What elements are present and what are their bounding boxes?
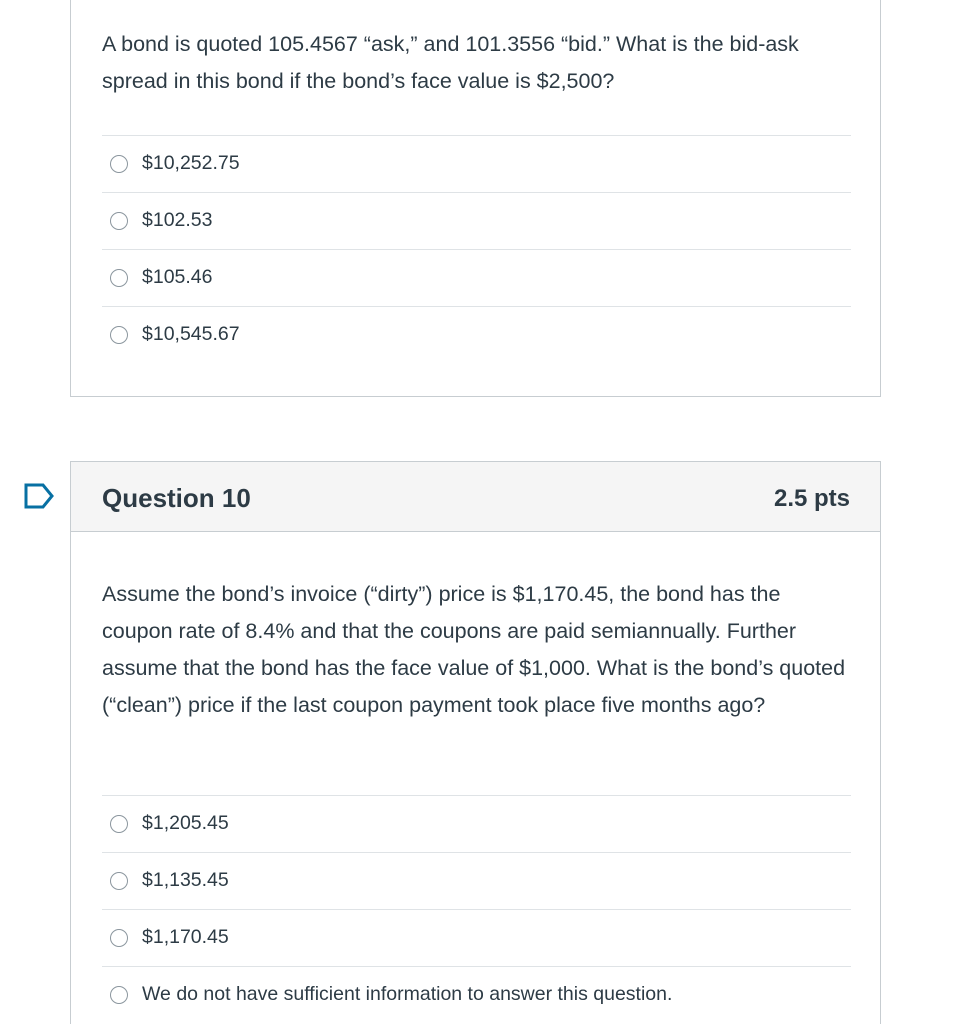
answer-option[interactable] [102, 135, 851, 192]
flag-icon[interactable] [23, 482, 55, 510]
answer-label[interactable]: $1,205.45 [142, 812, 229, 834]
question-10-text: Assume the bond’s invoice (“dirty”) price is $1,170.45, the bond has the coupon rate of 8.4% and that the coupons are paid semiannually. Further assume that the bond has the face value of $1,000. What is the bond’s quoted (“clean”) price if the last coupon payment took place five months ago? [102, 582, 846, 717]
answer-option[interactable] [102, 306, 851, 363]
radio-button[interactable] [110, 212, 128, 230]
answer-option[interactable] [102, 249, 851, 306]
answer-label[interactable]: $10,545.67 [142, 323, 240, 345]
answer-label[interactable]: $10,252.75 [142, 152, 240, 174]
radio-button[interactable] [110, 815, 128, 833]
radio-button[interactable] [110, 269, 128, 287]
question-10-card [70, 461, 881, 1024]
radio-button[interactable] [110, 929, 128, 947]
question-10-answers [102, 795, 851, 1023]
answer-option[interactable] [102, 852, 851, 909]
answer-label[interactable]: $1,135.45 [142, 869, 229, 891]
question-9-text: A bond is quoted 105.4567 “ask,” and 101.3556 “bid.” What is the bid-ask spread in this bond if the bond’s face value is $2,500? [102, 32, 799, 93]
question-9-answers [102, 135, 851, 363]
question-points: 2.5 pts [773, 485, 850, 512]
radio-button[interactable] [110, 155, 128, 173]
radio-button[interactable] [110, 326, 128, 344]
answer-option[interactable] [102, 909, 851, 966]
answer-label[interactable]: We do not have sufficient information to answer this question. [142, 983, 673, 1005]
answer-label[interactable]: $105.46 [142, 266, 213, 288]
radio-button[interactable] [110, 986, 128, 1004]
answer-label[interactable]: $102.53 [142, 209, 213, 231]
radio-button[interactable] [110, 872, 128, 890]
question-9-card [70, 0, 881, 397]
answer-option[interactable] [102, 192, 851, 249]
answer-label[interactable]: $1,170.45 [142, 926, 229, 948]
question-title: Question 10 [102, 483, 251, 513]
answer-option[interactable] [102, 795, 851, 852]
question-header [71, 462, 880, 532]
answer-option[interactable] [102, 966, 851, 1023]
